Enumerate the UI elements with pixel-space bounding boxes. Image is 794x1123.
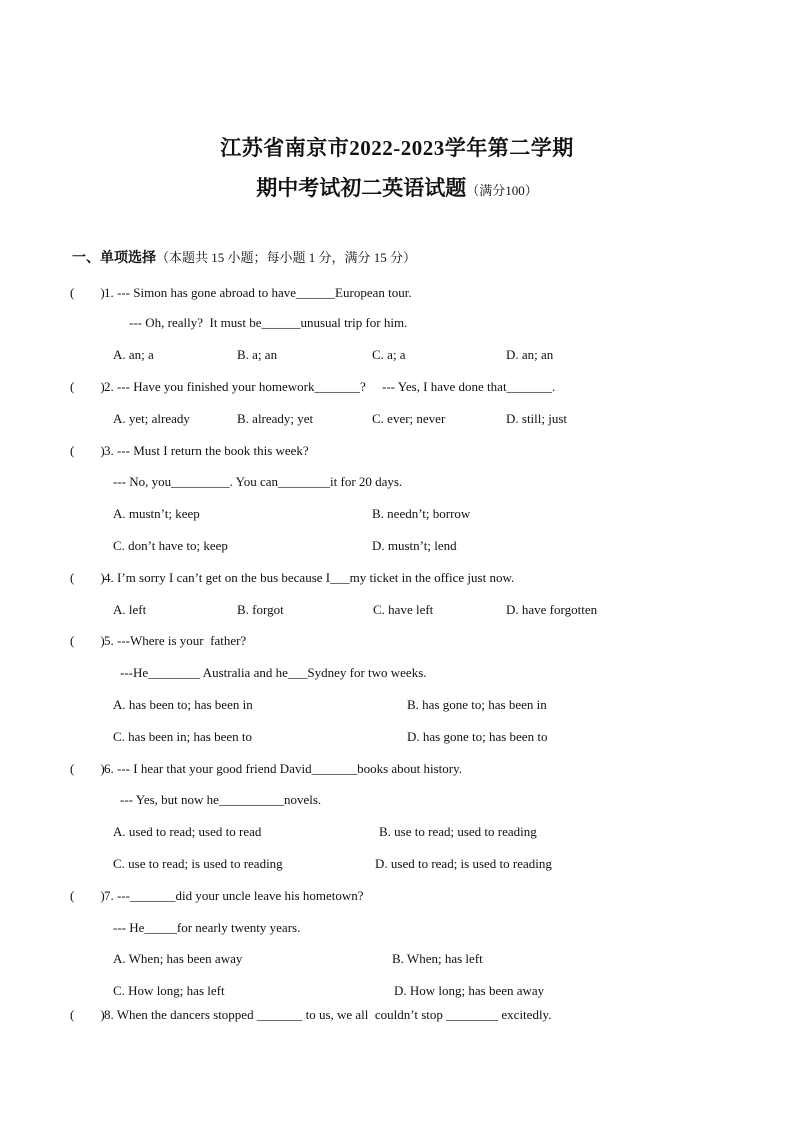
option-d: D. have forgotten bbox=[506, 602, 598, 617]
section-note: （本题共 15 小题；每小题 1 分，满分 15 分） bbox=[156, 250, 417, 265]
question-stem: 6. --- I hear that your good friend David_______books about history. bbox=[104, 761, 463, 776]
option-b: B. When; has left bbox=[392, 951, 483, 966]
answer-blank[interactable]: ( ) bbox=[70, 761, 105, 776]
option-d: D. mustn’t; lend bbox=[372, 538, 457, 553]
exam-subtitle bbox=[0, 178, 794, 199]
option-b: B. a; an bbox=[237, 347, 278, 362]
question-stem: 1. --- Simon has gone abroad to have______European tour. bbox=[104, 285, 412, 300]
question-dialogue: --- No, you_________. You can________it for 20 days. bbox=[113, 474, 403, 489]
question-stem: 4. I’m sorry I can’t get on the bus because I___my ticket in the office just now. bbox=[104, 570, 515, 585]
answer-blank[interactable]: ( ) bbox=[70, 1007, 105, 1022]
full-score-note: （满分100） bbox=[466, 183, 538, 198]
option-c: C. ever; never bbox=[372, 411, 446, 426]
option-b: B. use to read; used to reading bbox=[379, 824, 537, 839]
section-heading bbox=[72, 251, 416, 266]
option-d: D. How long; has been away bbox=[394, 983, 545, 998]
option-c: C. How long; has left bbox=[113, 983, 225, 998]
option-d: D. an; an bbox=[506, 347, 554, 362]
question-dialogue: --- He_____for nearly twenty years. bbox=[113, 920, 301, 935]
option-b: B. needn’t; borrow bbox=[372, 506, 471, 521]
option-a: A. an; a bbox=[113, 347, 154, 362]
option-a: A. has been to; has been in bbox=[113, 697, 253, 712]
option-b: B. has gone to; has been in bbox=[407, 697, 547, 712]
exam-subtitle-main: 期中考试初二英语试题 bbox=[256, 176, 467, 200]
answer-blank[interactable]: ( ) bbox=[70, 379, 105, 394]
option-c: C. have left bbox=[373, 602, 434, 617]
exam-title: 江苏省南京市2022-2023学年第二学期 bbox=[220, 136, 574, 160]
question-stem: 2. --- Have you finished your homework_______? --- Yes, I have done that_______. bbox=[104, 379, 556, 394]
option-c: C. has been in; has been to bbox=[113, 729, 252, 744]
question-dialogue: ---He________ Australia and he___Sydney for two weeks. bbox=[120, 665, 427, 680]
option-a: A. used to read; used to read bbox=[113, 824, 262, 839]
question-stem: 8. When the dancers stopped _______ to us, we all couldn’t stop ________ excitedly. bbox=[104, 1007, 552, 1022]
answer-blank[interactable]: ( ) bbox=[70, 633, 105, 648]
option-a: A. yet; already bbox=[113, 411, 190, 426]
answer-blank[interactable]: ( ) bbox=[70, 888, 105, 903]
option-b: B. already; yet bbox=[237, 411, 314, 426]
answer-blank[interactable]: ( ) bbox=[70, 285, 105, 300]
option-d: D. has gone to; has been to bbox=[407, 729, 548, 744]
option-a: A. mustn’t; keep bbox=[113, 506, 200, 521]
option-c: C. use to read; is used to reading bbox=[113, 856, 283, 871]
option-d: D. used to read; is used to reading bbox=[375, 856, 552, 871]
question-stem: 5. ---Where is your father? bbox=[104, 633, 247, 648]
answer-blank[interactable]: ( ) bbox=[70, 570, 105, 585]
option-c: C. don’t have to; keep bbox=[113, 538, 228, 553]
question-dialogue: --- Oh, really? It must be______unusual trip for him. bbox=[129, 315, 408, 330]
option-c: C. a; a bbox=[372, 347, 406, 362]
question-stem: 3. --- Must I return the book this week? bbox=[104, 443, 309, 458]
question-stem: 7. ---_______did your uncle leave his hometown? bbox=[104, 888, 364, 903]
option-a: A. left bbox=[113, 602, 147, 617]
option-a: A. When; has been away bbox=[113, 951, 243, 966]
section-title: 一、单项选择 bbox=[72, 251, 156, 266]
question-dialogue: --- Yes, but now he__________novels. bbox=[120, 792, 322, 807]
option-b: B. forgot bbox=[237, 602, 284, 617]
option-d: D. still; just bbox=[506, 411, 568, 426]
answer-blank[interactable]: ( ) bbox=[70, 443, 105, 458]
